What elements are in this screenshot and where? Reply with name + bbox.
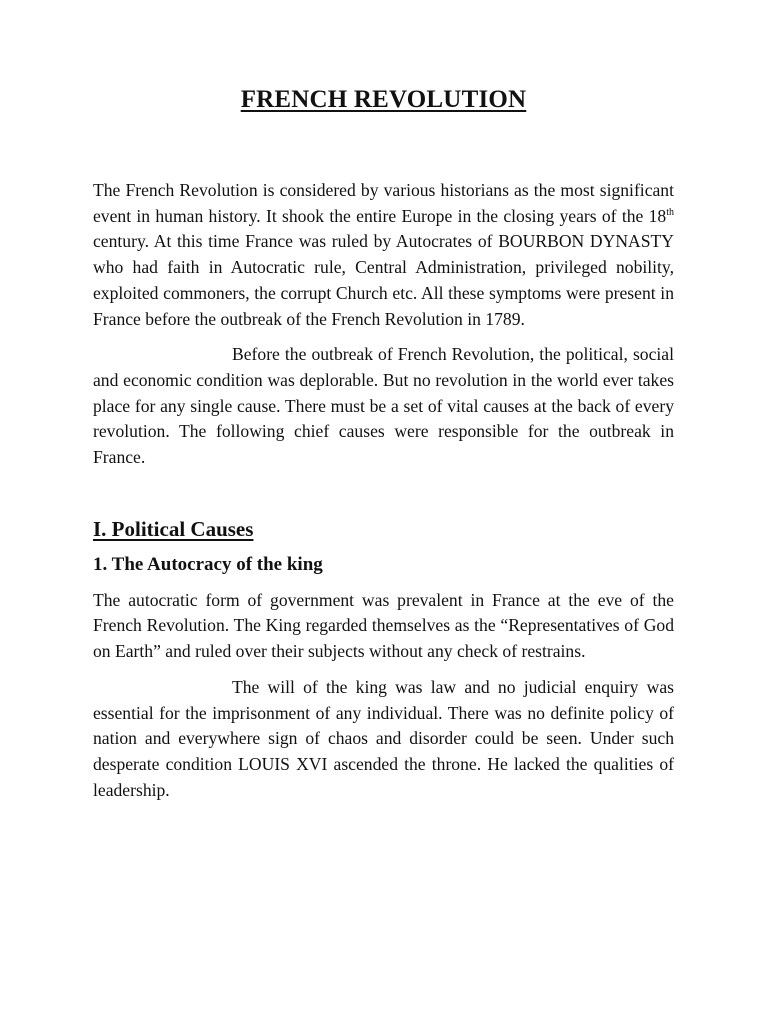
ordinal-superscript: th <box>666 206 674 218</box>
king-will-paragraph: The will of the king was law and no judicial enquiry was essential for the imprisonment of any individual. There was no definite policy of nation and everywhere sign of chaos and disorder could be seen. Under such desperate condition LOUIS XVI ascended the throne. He lacked the qualities of leadership. <box>93 676 674 800</box>
subsection-heading-autocracy: 1. The Autocracy of the king <box>93 553 323 575</box>
intro-paragraph <box>93 178 674 332</box>
autocracy-paragraph: The autocratic form of government was prevalent in France at the eve of the French Revolution. The King regarded themselves as the “Representatives of God on Earth” and ruled over their subjects without any check of restrains. <box>93 589 674 662</box>
causes-intro-paragraph: Before the outbreak of French Revolution, the political, social and economic condition was deplorable. But no revolution in the world ever takes place for any single cause. There must be a set of vital causes at the back of every revolution. The following chief causes were responsible for the outbreak in France. <box>93 344 674 468</box>
intro-text-end: century. At this time France was ruled by Autocrates of BOURBON DYNASTY who had faith in Autocratic rule, Central Administration, privileged nobility, exploited commoners, the corrupt Church etc. All these symptoms were present in France before the outbreak of the French Revolution in 1789. <box>93 231 674 329</box>
section-heading-political-causes: I. Political Causes <box>93 516 254 541</box>
intro-text-start: The French Revolution is considered by various historians as the most significant event in human history. It shook the entire Europe in the closing years of the 18 <box>93 180 674 226</box>
document-title: FRENCH REVOLUTION <box>240 86 527 113</box>
document-page <box>93 86 674 803</box>
